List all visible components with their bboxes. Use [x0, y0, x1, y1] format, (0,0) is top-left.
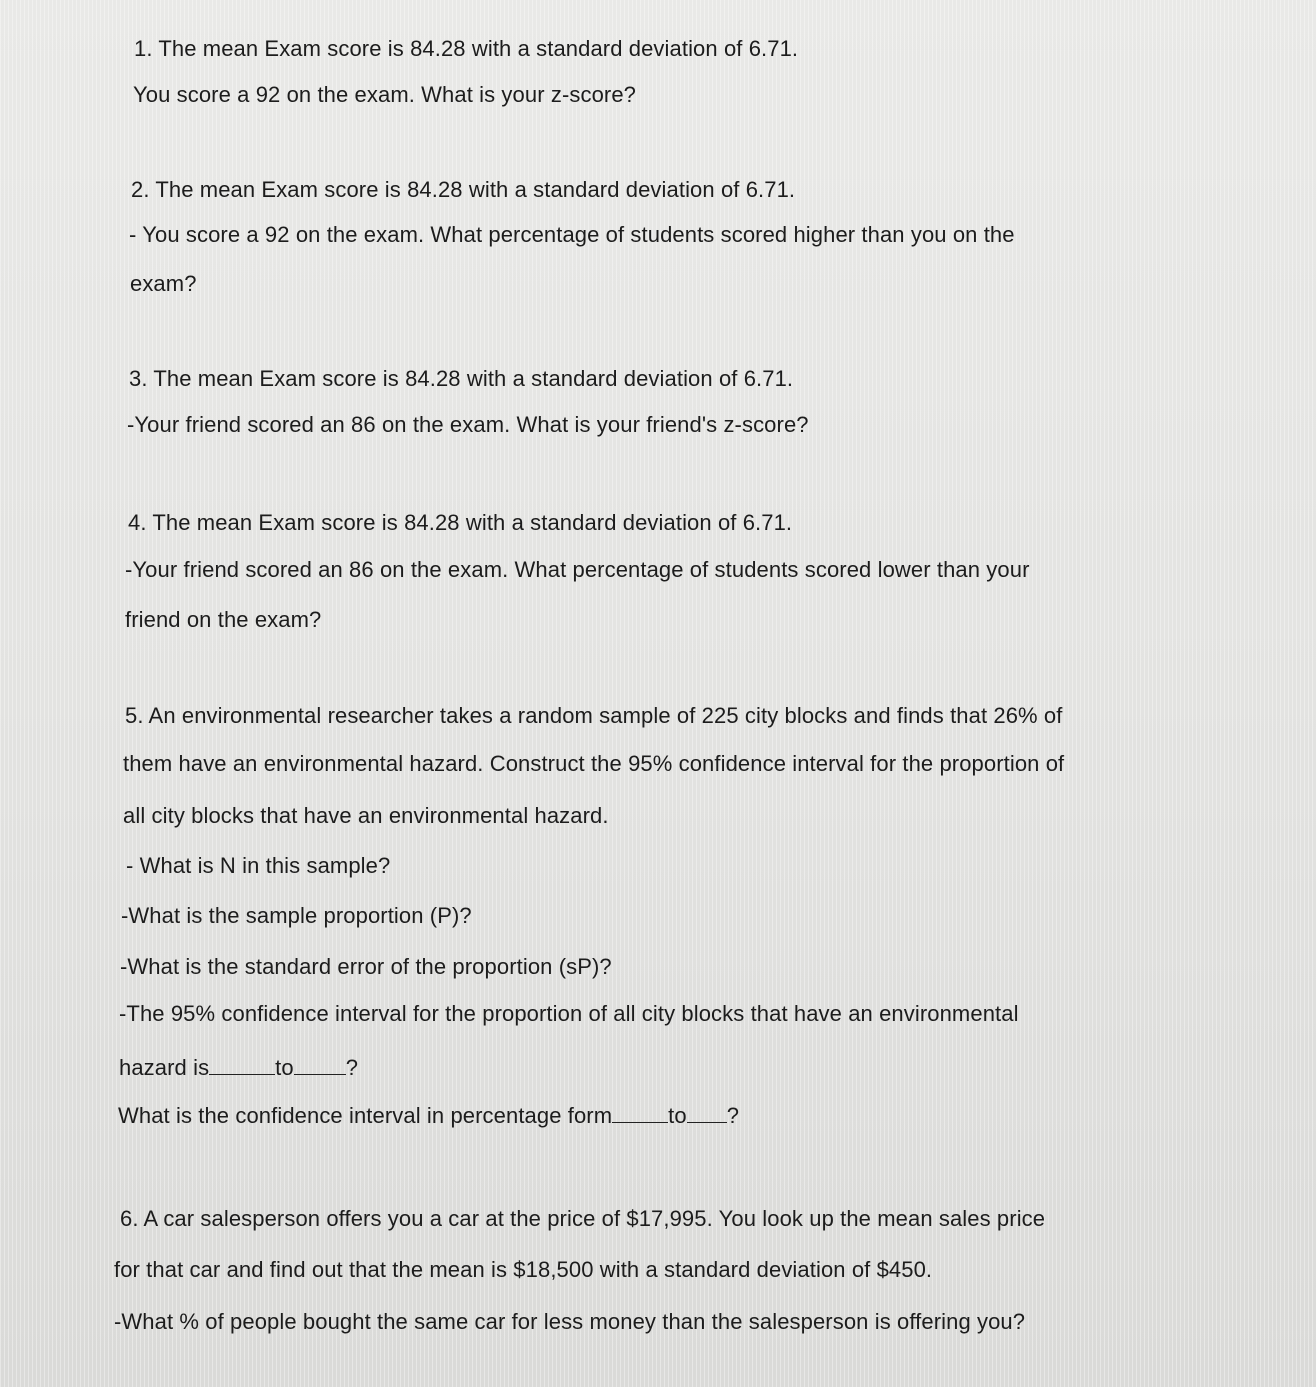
q5-interval-suffix: ?	[345, 1055, 359, 1080]
q5-percent-to: to	[668, 1103, 687, 1128]
q5-percent-prefix: What is the confidence interval in percentage form	[118, 1103, 613, 1128]
q5-percent-line	[118, 1102, 739, 1129]
q1-line-2: You score a 92 on the exam. What is your z-score?	[133, 82, 637, 107]
q4-line-1: 4. The mean Exam score is 84.28 with a standard deviation of 6.71.	[128, 510, 793, 535]
q5-line-7: -The 95% confidence interval for the proportion of all city blocks that have an environmental	[119, 1001, 1019, 1026]
q2-line-3: exam?	[130, 271, 197, 296]
q5-interval-line	[119, 1054, 358, 1081]
q5-line-5: -What is the sample proportion (P)?	[121, 903, 472, 928]
q6-line-3: -What % of people bought the same car for less money than the salesperson is offering you?	[114, 1309, 1026, 1334]
q5-line-1: 5. An environmental researcher takes a random sample of 225 city blocks and finds that 26% of	[125, 703, 1063, 728]
q4-line-2: -Your friend scored an 86 on the exam. What percentage of students scored lower than your	[125, 557, 1030, 582]
q3-line-2: -Your friend scored an 86 on the exam. What is your friend's z-score?	[127, 412, 809, 437]
q6-line-2: for that car and find out that the mean is $18,500 with a standard deviation of $450.	[114, 1257, 933, 1282]
q3-line-1: 3. The mean Exam score is 84.28 with a standard deviation of 6.71.	[129, 366, 794, 391]
q5-line-2: them have an environmental hazard. Construct the 95% confidence interval for the proportion of	[123, 751, 1065, 776]
q5-line-4: - What is N in this sample?	[126, 853, 391, 878]
q1-line-1: 1. The mean Exam score is 84.28 with a standard deviation of 6.71.	[134, 36, 799, 61]
q5-percent-upper-blank[interactable]	[687, 1102, 727, 1123]
q6-line-1: 6. A car salesperson offers you a car at the price of $17,995. You look up the mean sales price	[120, 1206, 1046, 1231]
q4-line-3: friend on the exam?	[125, 607, 322, 632]
q2-line-2: - You score a 92 on the exam. What percentage of students scored higher than you on the	[129, 222, 1015, 247]
q5-interval-upper-blank[interactable]	[294, 1054, 346, 1075]
q5-interval-to: to	[275, 1055, 294, 1080]
q5-line-6: -What is the standard error of the proportion (sP)?	[120, 954, 612, 979]
q5-percent-suffix: ?	[726, 1103, 740, 1128]
q5-line-3: all city blocks that have an environmental hazard.	[123, 803, 609, 828]
q5-interval-lower-blank[interactable]	[209, 1054, 275, 1075]
q5-percent-lower-blank[interactable]	[612, 1102, 668, 1123]
q5-interval-prefix: hazard is	[119, 1055, 210, 1080]
q2-line-1: 2. The mean Exam score is 84.28 with a standard deviation of 6.71.	[131, 177, 796, 202]
